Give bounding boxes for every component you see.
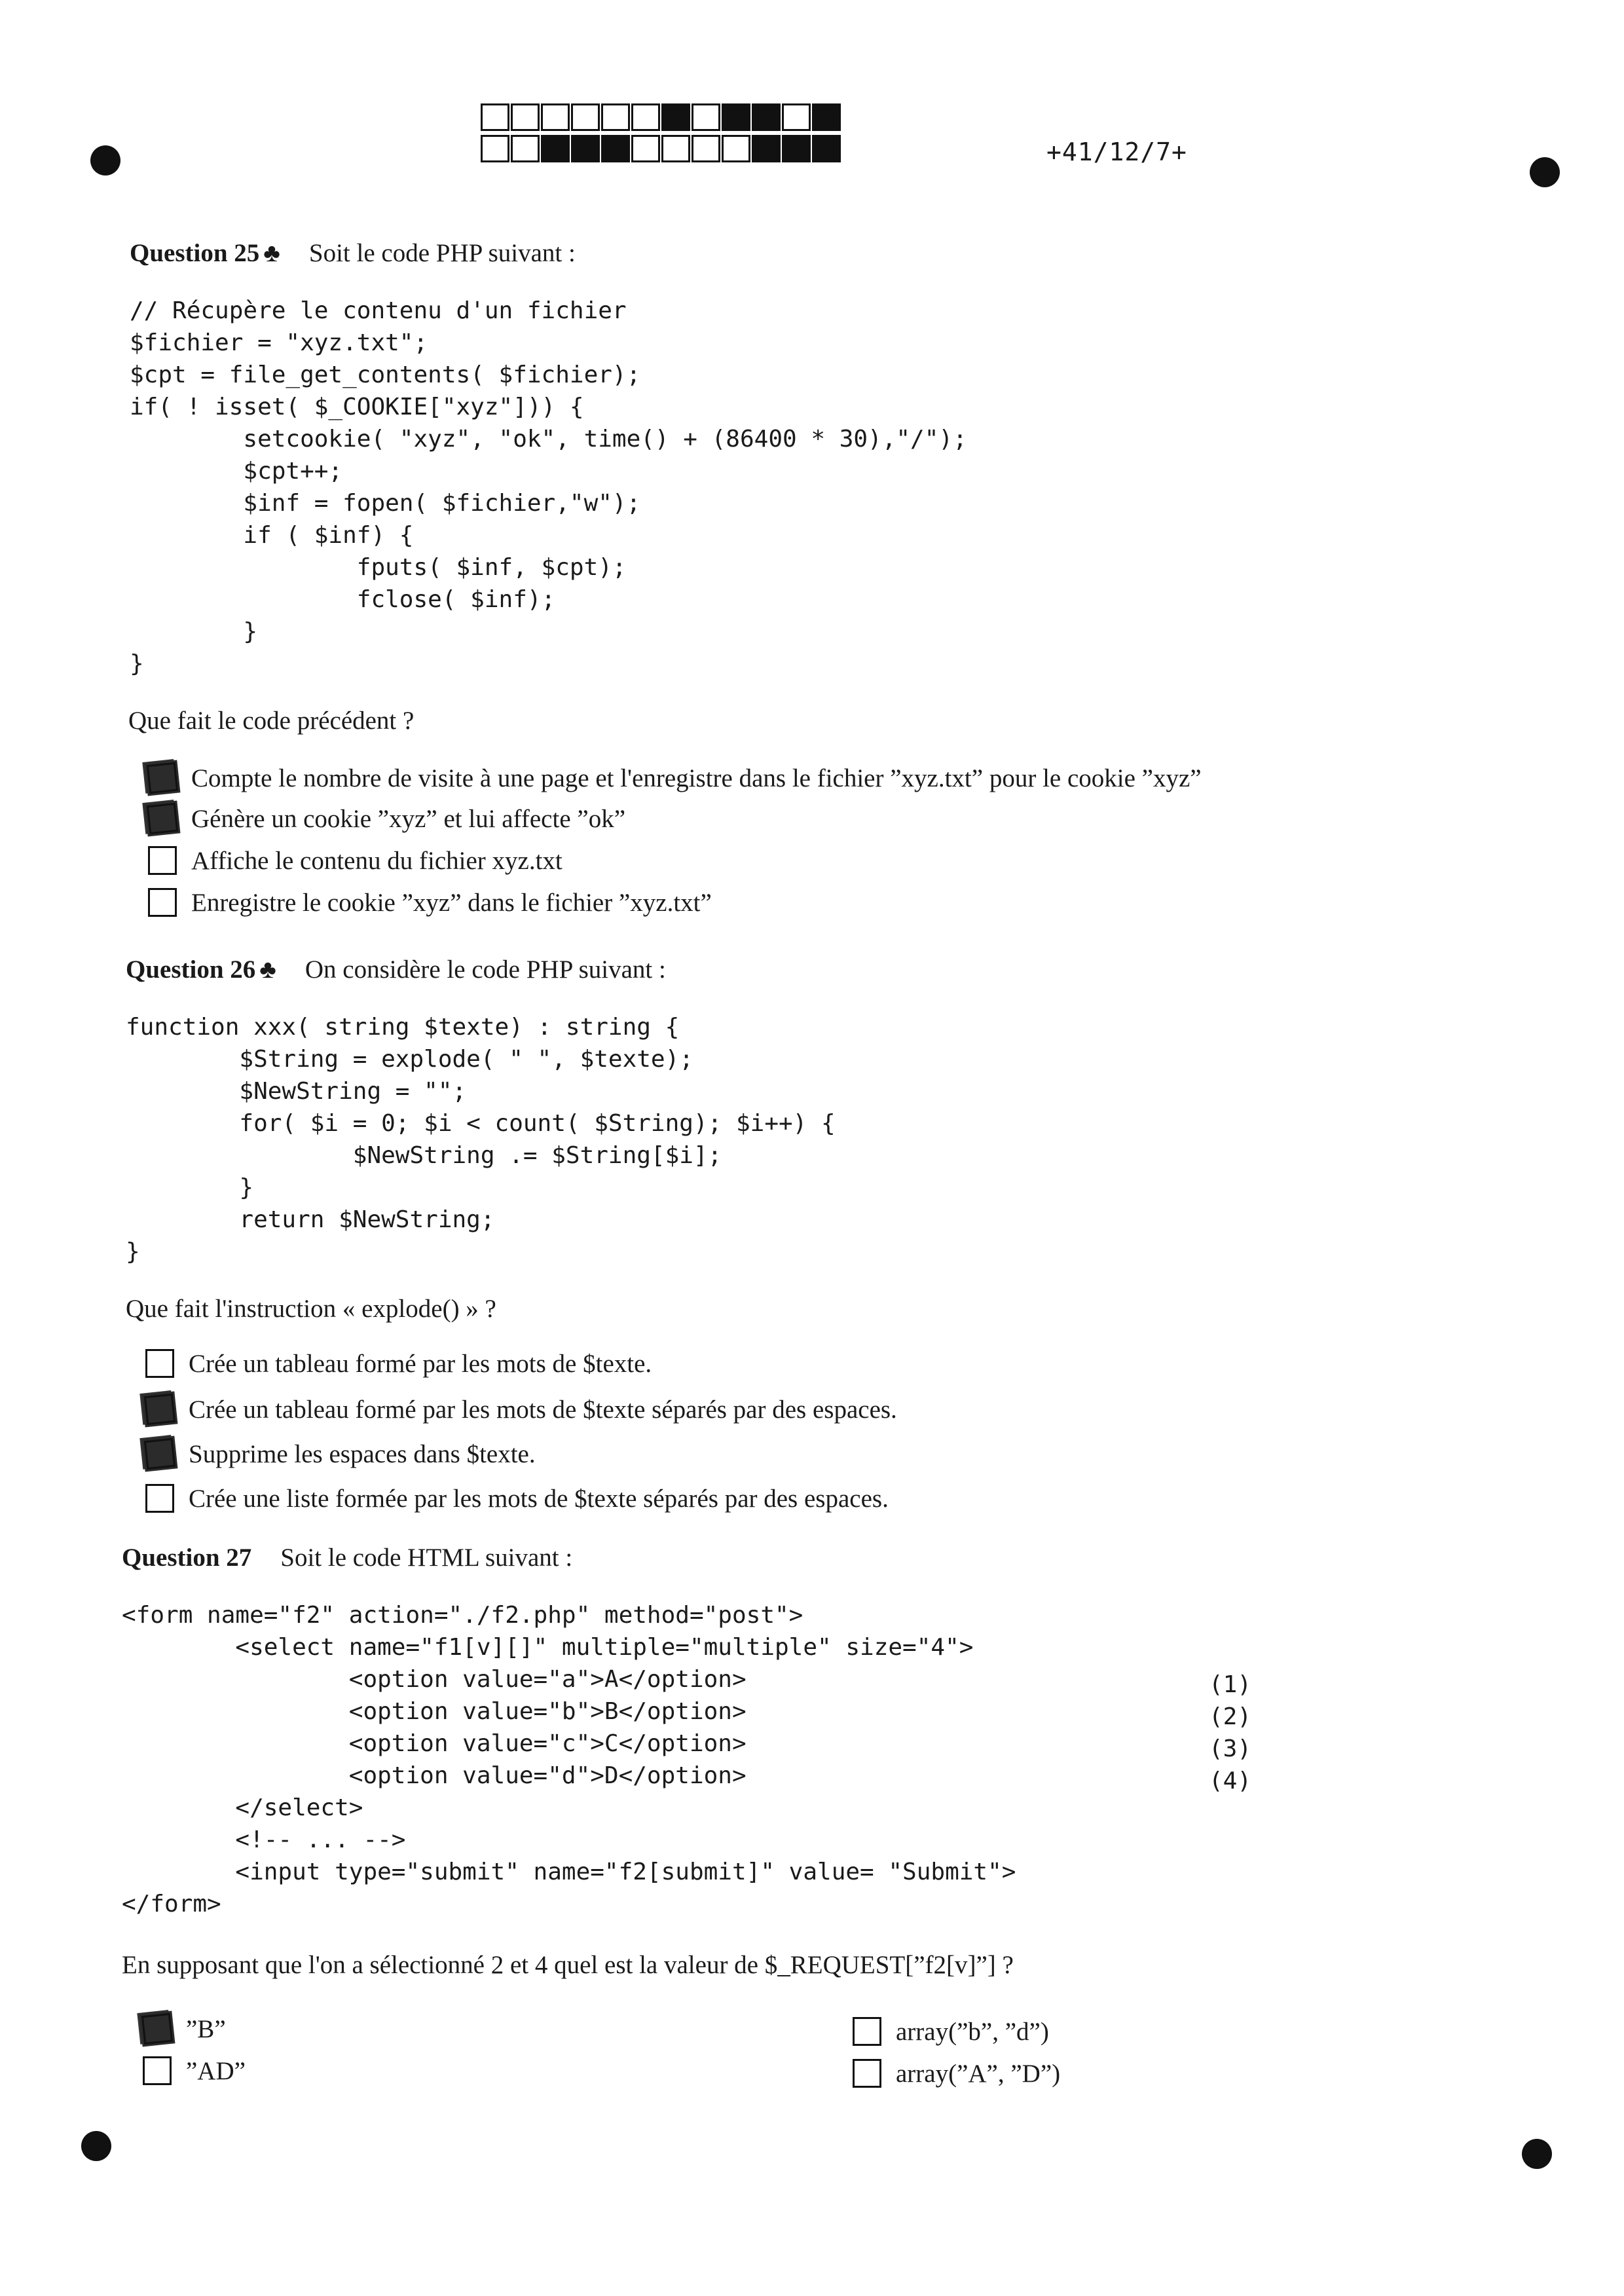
q25-heading — [130, 238, 576, 268]
q25-option-2[interactable] — [148, 799, 1202, 838]
barcode-cell — [631, 103, 660, 131]
registration-dot-bottom-left — [81, 2131, 111, 2161]
registration-dot-top-right — [1530, 157, 1560, 187]
q25-label: Question 25 — [130, 239, 260, 267]
q25-question: Que fait le code précédent ? — [128, 707, 415, 735]
q26-intro: On considère le code PHP suivant : — [304, 955, 666, 984]
club-icon: ♣ — [263, 239, 280, 267]
q25-option-4[interactable] — [148, 883, 1202, 922]
q26-option-2[interactable] — [145, 1390, 897, 1429]
barcode-cell — [722, 135, 750, 162]
barcode-cell — [812, 135, 841, 162]
option-text: Crée un tableau formé par les mots de $texte séparés par des espaces. — [189, 1395, 897, 1424]
registration-dot-bottom-right — [1522, 2139, 1552, 2169]
barcode-cell — [601, 103, 630, 131]
barcode-cell — [481, 103, 509, 131]
checkbox[interactable] — [143, 2056, 172, 2085]
page-id: +41/12/7+ — [1046, 138, 1187, 166]
checkbox[interactable] — [148, 888, 177, 917]
option-text: Crée une liste formée par les mots de $texte séparés par des espaces. — [189, 1484, 889, 1513]
q26-label: Question 26 — [126, 955, 256, 984]
q25-code-block: // Récupère le contenu d'un fichier $fichier = "xyz.txt"; $cpt = file_get_contents( $fichier); if( ! isset( $_COOKIE["xyz"])) { setcookie( "xyz", "ok", time() + (86400 * 30),"/"); $cpt++; $inf = fopen( $fichier,"w"); if ( $inf) { fputs( $inf, $cpt); fclose( $inf); } } — [130, 297, 967, 677]
option-text: ”AD” — [186, 2056, 246, 2085]
barcode-top-row — [481, 103, 842, 131]
barcode-cell — [661, 135, 690, 162]
barcode-cell — [692, 135, 720, 162]
barcode-cell — [661, 103, 690, 131]
q25-option-1[interactable] — [148, 758, 1202, 798]
option-text: array(”b”, ”d”) — [896, 2017, 1049, 2046]
barcode-cell — [481, 135, 509, 162]
line-number: (1) — [1209, 1671, 1252, 1698]
option-text: array(”A”, ”D”) — [896, 2059, 1061, 2088]
option-text: Enregistre le cookie ”xyz” dans le fichier ”xyz.txt” — [191, 888, 712, 917]
option-text: Génère un cookie ”xyz” et lui affecte ”ok” — [191, 804, 625, 833]
q27-intro: Soit le code HTML suivant : — [280, 1544, 573, 1572]
line-number: (3) — [1209, 1735, 1252, 1762]
barcode-cell — [571, 103, 600, 131]
option-text: Compte le nombre de visite à une page et l'enregistre dans le fichier ”xyz.txt” pour le cookie ”xyz” — [191, 764, 1202, 792]
checkbox[interactable] — [145, 1349, 174, 1378]
q26-option-3[interactable] — [145, 1434, 897, 1473]
q27-options-left — [143, 2009, 246, 2090]
q27-option-1[interactable] — [143, 2009, 246, 2048]
registration-dot-top-left — [90, 145, 120, 176]
barcode-cell — [692, 103, 720, 131]
barcode-bottom-row — [481, 135, 842, 162]
line-number: (4) — [1209, 1768, 1252, 1794]
barcode-cell — [601, 135, 630, 162]
q26-question: Que fait l'instruction « explode() » ? — [126, 1295, 496, 1323]
q27-option-2[interactable] — [143, 2051, 246, 2090]
checkbox[interactable] — [141, 2013, 173, 2045]
q26-option-4[interactable] — [145, 1479, 897, 1518]
q27-options-right — [853, 2012, 1060, 2093]
club-icon: ♣ — [259, 955, 276, 984]
q27-line-numbers — [1209, 1669, 1251, 1797]
barcode-cell — [782, 135, 811, 162]
q27-option-3[interactable] — [853, 2012, 1060, 2051]
checkbox[interactable] — [147, 803, 178, 834]
barcode-cell — [752, 103, 781, 131]
q27-option-4[interactable] — [853, 2054, 1060, 2093]
q25-option-3[interactable] — [148, 841, 1202, 880]
barcode-cell — [752, 135, 781, 162]
checkbox[interactable] — [853, 2059, 881, 2088]
q27-label: Question 27 — [122, 1544, 252, 1572]
barcode-cell — [812, 103, 841, 131]
q26-code-block: function xxx( string $texte) : string { $String = explode( " ", $texte); $NewString = ""; for( $i = 0; $i < count( $String); $i++) { $NewString .= $String[$i]; } return $NewString; } — [126, 1014, 836, 1265]
checkbox[interactable] — [147, 762, 178, 794]
checkbox[interactable] — [145, 1484, 174, 1513]
q27-heading — [122, 1543, 572, 1572]
q26-options — [145, 1344, 897, 1518]
option-text: Supprime les espaces dans $texte. — [189, 1439, 536, 1468]
q26-heading — [126, 955, 666, 984]
option-text: Affiche le contenu du fichier xyz.txt — [191, 846, 563, 875]
checkbox[interactable] — [853, 2017, 881, 2046]
line-number: (2) — [1209, 1703, 1252, 1730]
checkbox[interactable] — [148, 846, 177, 875]
barcode-cell — [571, 135, 600, 162]
q25-options — [148, 758, 1202, 922]
q25-intro: Soit le code PHP suivant : — [308, 239, 576, 267]
option-text: Crée un tableau formé par les mots de $texte. — [189, 1349, 652, 1378]
barcode-cell — [541, 103, 570, 131]
barcode-cell — [631, 135, 660, 162]
q26-option-1[interactable] — [145, 1344, 897, 1383]
checkbox[interactable] — [144, 1394, 175, 1425]
q27-code-block: <form name="f2" action="./f2.php" method="post"> <select name="f1[v][]" multiple="multiple" size="4"> <option value="a">A</option> <option value="b">B</option> <option value="c">C</option> <option value="d">D</option> </select> <!-- ... --> <input type="submit" name="f2[submit]" value= "Submit"> </form> — [122, 1602, 1016, 1917]
barcode-cell — [511, 135, 540, 162]
barcode-cell — [782, 103, 811, 131]
barcode-cell — [541, 135, 570, 162]
checkbox[interactable] — [144, 1438, 175, 1470]
barcode-cell — [511, 103, 540, 131]
q27-question: En supposant que l'on a sélectionné 2 et 4 quel est la valeur de $_REQUEST[”f2[v]”] ? — [122, 1951, 1014, 1979]
option-text: ”B” — [186, 2014, 226, 2043]
barcode-cell — [722, 103, 750, 131]
